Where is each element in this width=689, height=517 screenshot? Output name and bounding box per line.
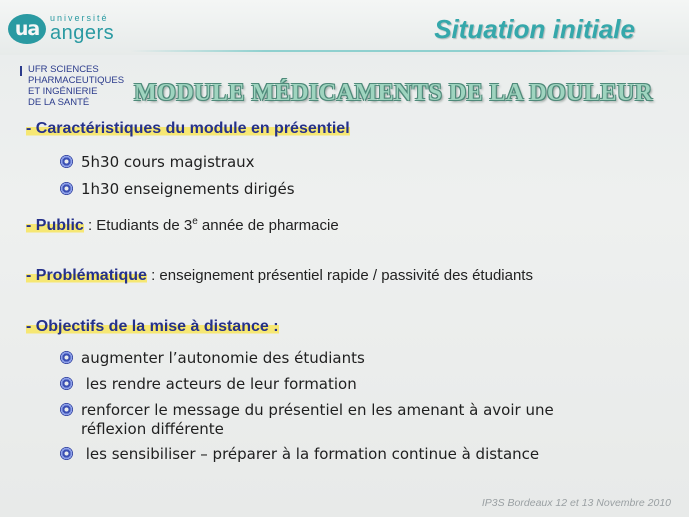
bullet-item [60, 375, 357, 394]
swirl-bullet-icon [60, 447, 73, 460]
swirl-bullet-icon [60, 351, 73, 364]
problematique-text: : enseignement présentiel rapide / passivité des étudiants [146, 267, 533, 284]
bullet-text: 1h30 enseignements dirigés [81, 180, 295, 198]
swirl-bullet-icon [60, 403, 73, 416]
faculty-line: UFR SCIENCES [28, 64, 99, 75]
faculty-line: ET INGÉNIERIE [28, 86, 98, 97]
heading-problematique [26, 267, 533, 285]
bullet-item [60, 180, 295, 199]
logo-mark-text: ua [14, 18, 40, 40]
bullet-text: les sensibiliser – préparer à la formation continue à distance [81, 445, 540, 463]
slide-title: Situation initiale [434, 14, 635, 44]
bullet-item [60, 153, 255, 172]
heading-caracteristiques [26, 120, 350, 138]
heading-public-label: - Public [26, 217, 84, 234]
faculty-name [20, 64, 130, 108]
heading-public [26, 216, 339, 235]
public-text-before: : Etudiants de 3 [83, 217, 193, 234]
bullet-continuation: réflexion différente [81, 420, 224, 438]
faculty-line: DE LA SANTÉ [28, 97, 90, 108]
heading-caracteristiques-text: - Caractéristiques du module en présentiel [26, 120, 350, 137]
public-text-after: année de pharmacie [197, 217, 339, 234]
bullet-item [60, 401, 554, 439]
university-logo [8, 10, 133, 48]
logo-word-big: angers [50, 22, 115, 44]
bullet-text: les rendre acteurs de leur formation [81, 375, 357, 393]
bullet-text: 5h30 cours magistraux [81, 153, 255, 171]
heading-objectifs [26, 318, 279, 336]
public-superscript: e [192, 216, 198, 227]
module-title: MODULE MÉDICAMENTS DE LA DOULEUR [134, 80, 653, 106]
bullet-item [60, 349, 365, 368]
faculty-line: PHARMACEUTIQUES [28, 75, 125, 86]
footer-note: IP3S Bordeaux 12 et 13 Novembre 2010 [481, 497, 671, 509]
heading-objectifs-text: - Objectifs de la mise à distance : [26, 318, 279, 335]
bullet-text: renforcer le message du présentiel en les amenant à avoir une [81, 401, 554, 419]
swirl-bullet-icon [60, 182, 73, 195]
header-divider [130, 50, 670, 52]
public-text [84, 217, 339, 234]
swirl-bullet-icon [60, 155, 73, 168]
bullet-text: augmenter l’autonomie des étudiants [81, 349, 365, 367]
logo-word-small: université [50, 13, 109, 23]
heading-problematique-label: - Problématique [26, 267, 147, 284]
swirl-bullet-icon [60, 377, 73, 390]
bullet-item [60, 445, 539, 464]
